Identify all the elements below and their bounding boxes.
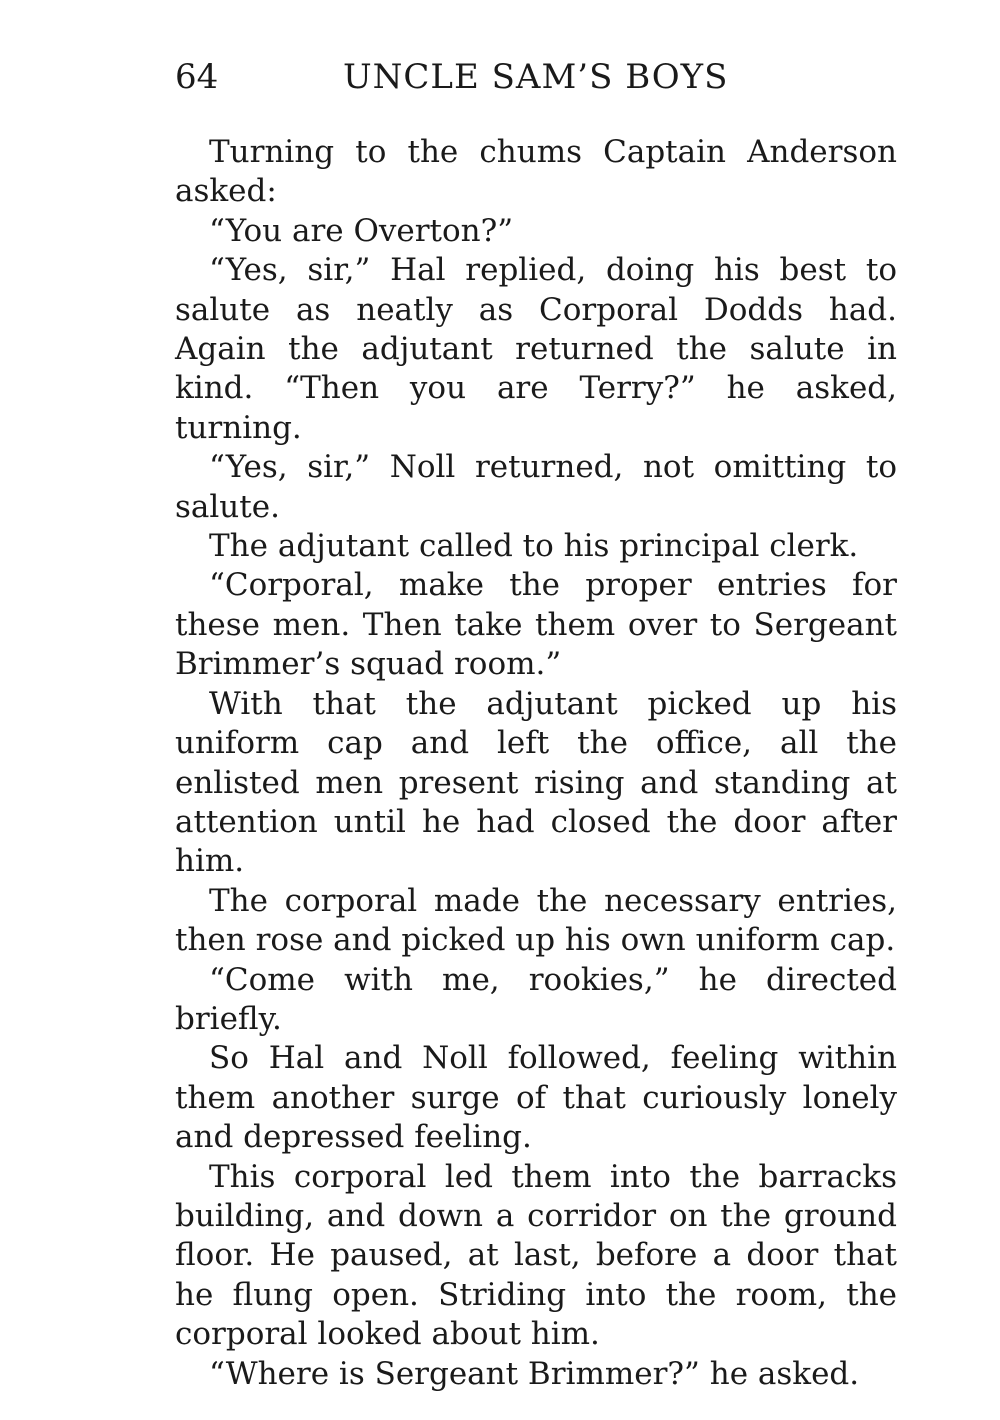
paragraph: So Hal and Noll followed, feeling within them another surge of that curiously lonely and depressed feeling.: [175, 1040, 897, 1156]
paragraph: “Yes, sir,” Hal replied, doing his best to salute as neatly as Corporal Dodds had. Again the adjutant returned the salute in kind. “Then you are Terry?” he asked, turning.: [175, 252, 897, 446]
paragraph: With that the adjutant picked up his uniform cap and left the office, all the enlisted men present rising and standing at attention until he had closed the door after him.: [175, 685, 897, 880]
paragraph: This corporal led them into the barracks building, and down a corridor on the ground floor. He paused, at last, before a door that he flung open. Striding into the room, the corporal looked about him.: [175, 1158, 897, 1353]
paragraph: The corporal made the necessary entries, then rose and picked up his own uniform cap.: [175, 882, 897, 959]
body-text: [175, 133, 897, 1394]
paragraph: “Yes, sir,” Noll returned, not omitting to salute.: [175, 449, 897, 525]
page-header: [175, 52, 730, 102]
paragraph: “Where is Sergeant Brimmer?” he asked.: [209, 1355, 860, 1392]
paragraph: “Corporal, make the proper entries for these men. Then take them over to Sergeant Brimmer’s squad room.”: [175, 567, 897, 683]
running-head: UNCLE SAM’S BOYS: [343, 57, 729, 97]
paragraph: “You are Overton?”: [209, 212, 514, 249]
page-number: 64: [175, 57, 219, 97]
paragraph: The adjutant called to his principal clerk.: [209, 528, 859, 565]
paragraph: “Come with me, rookies,” he directed briefly.: [175, 961, 897, 1037]
paragraph: Turning to the chums Captain Anderson asked:: [175, 134, 897, 210]
